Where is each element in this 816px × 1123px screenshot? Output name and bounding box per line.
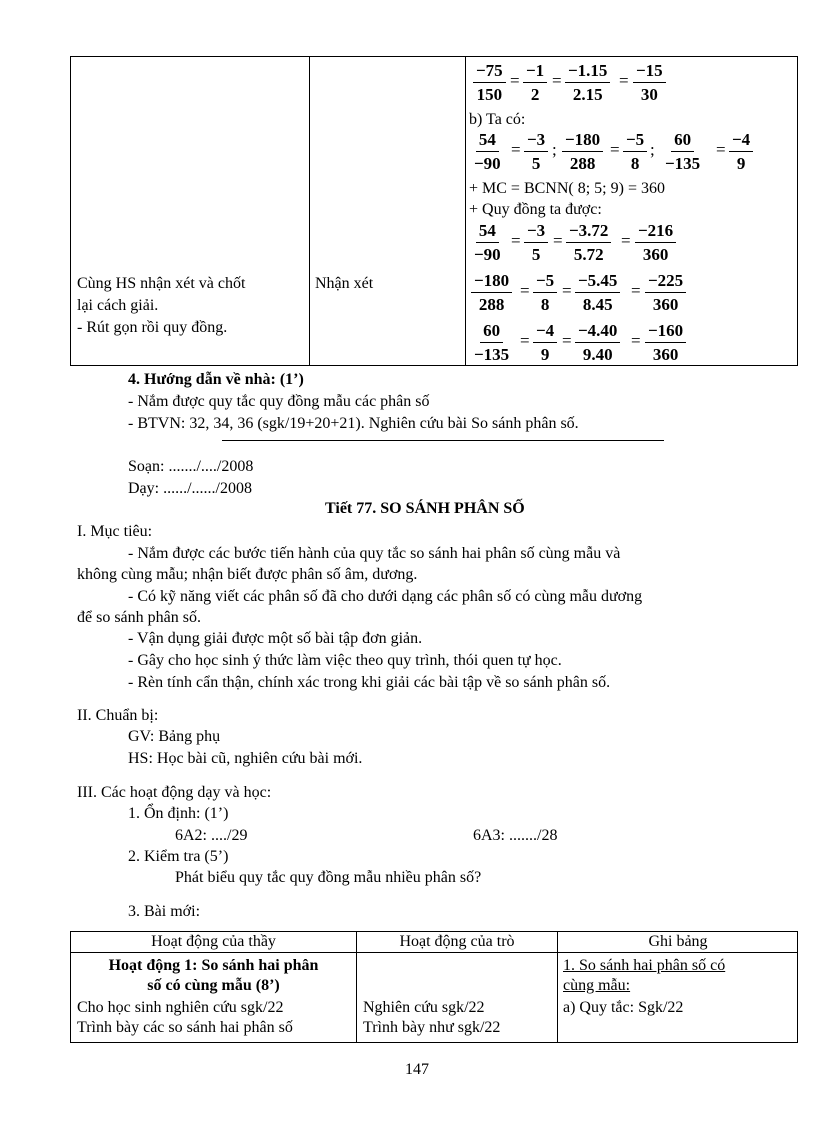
equals-sign: = <box>520 281 530 300</box>
objective-line: - Gây cho học sinh ý thức làm việc theo quy trình, thói quen tự học. <box>128 652 562 669</box>
equals-sign: = <box>510 71 520 90</box>
fraction: $\frac{-75}{150}$ <box>473 62 506 104</box>
fraction: $\frac{-1}{2}$ <box>523 62 547 104</box>
fraction: $\frac{-4.40}{9.40}$ <box>575 322 620 364</box>
equals-sign: = <box>552 71 562 90</box>
fraction: $\frac{-3}{5}$ <box>524 131 548 173</box>
activities-heading: III. Các hoạt động dạy và học: <box>77 784 272 801</box>
column-divider <box>465 57 466 365</box>
equals-sign: = <box>716 140 726 159</box>
check-question: Phát biểu quy tắc quy đồng mẫu nhiều phân số? <box>175 869 482 886</box>
homework-line: - Nắm được quy tắc quy đồng mẫu các phân số <box>128 393 430 410</box>
fraction: $\frac{-216}{360}$ <box>635 222 676 264</box>
prepared-date: Soạn: ......./..../2008 <box>128 458 254 475</box>
fraction: $\frac{-225}{360}$ <box>645 272 686 314</box>
equals-sign: = <box>631 281 641 300</box>
mc-line: + MC = BCNN( 8; 5; 9) = 360 <box>469 180 665 197</box>
quy-dong-line: + Quy đồng ta được: <box>469 201 602 218</box>
homework-line: - BTVN: 32, 34, 36 (sgk/19+20+21). Nghiên cứu bài So sánh phân số. <box>128 415 579 432</box>
student-prep: HS: Học bài cũ, nghiên cứu bài mới. <box>128 750 363 767</box>
column-divider <box>309 57 310 365</box>
board-heading: cùng mẫu: <box>563 977 631 994</box>
fraction: $\frac{54}{-90}$ <box>474 130 501 173</box>
fraction: $\frac{-3}{5}$ <box>524 222 548 264</box>
equals-sign: = <box>553 231 563 250</box>
objective-line: để so sánh phân số. <box>77 609 201 626</box>
lesson-title: Tiết 77. SO SÁNH PHÂN SỐ <box>325 500 525 517</box>
activity-title: số có cùng mẫu (8’) <box>147 977 280 994</box>
fraction: $\frac{-5}{8}$ <box>533 272 557 314</box>
lesson-activity-table <box>70 931 798 1043</box>
equals-sign: = <box>562 331 572 350</box>
equals-sign: = <box>511 231 521 250</box>
separator: ; <box>650 140 655 159</box>
header-board: Ghi bảng <box>648 933 708 950</box>
section-divider <box>222 440 664 441</box>
student-action: Trình bày như sgk/22 <box>363 1019 501 1036</box>
teacher-activity-cell <box>77 273 307 339</box>
page-number: 147 <box>405 1061 429 1078</box>
board-rule: a) Quy tắc: Sgk/22 <box>563 999 684 1016</box>
objective-line: - Vận dụng giải được một số bài tập đơn giản. <box>128 630 423 647</box>
equals-sign: = <box>520 331 530 350</box>
teaching-date: Dạy: ....../....../2008 <box>128 480 252 497</box>
fraction: $\frac{-160}{360}$ <box>645 322 686 364</box>
header-student: Hoạt động của trò <box>399 933 515 950</box>
objectives-heading: I. Mục tiêu: <box>77 523 153 540</box>
student-action: Nghiên cứu sgk/22 <box>363 999 485 1016</box>
teacher-action: Cho học sinh nghiên cứu sgk/22 <box>77 999 284 1016</box>
equals-sign: = <box>621 231 631 250</box>
lesson-table-continued <box>70 56 798 366</box>
fraction: $\frac{54}{-90}$ <box>474 221 501 264</box>
fraction: $\frac{-180}{288}$ <box>562 131 603 173</box>
b-label: b) Ta có: <box>469 111 526 128</box>
teacher-action: Trình bày các so sánh hai phân số <box>77 1019 293 1036</box>
equals-sign: = <box>619 71 629 90</box>
class-attendance: 6A2: ..../29 <box>175 827 248 844</box>
teacher-note-line: lại cách giải. <box>77 297 159 314</box>
fraction: $\frac{-4}{9}$ <box>533 322 557 364</box>
step-stabilize: 1. Ổn định: (1’) <box>128 805 229 822</box>
objective-line: không cùng mẫu; nhận biết được phân số âm, dương. <box>77 566 418 583</box>
fraction: $\frac{-180}{288}$ <box>471 272 512 314</box>
fraction: $\frac{-4}{9}$ <box>729 131 753 173</box>
fraction: $\frac{-15}{30}$ <box>633 62 666 104</box>
board-heading: 1. So sánh hai phân số có <box>563 957 726 974</box>
equals-sign: = <box>631 331 641 350</box>
header-divider <box>71 952 797 953</box>
class-attendance: 6A3: ......./28 <box>473 827 558 844</box>
header-teacher: Hoạt động của thầy <box>151 933 276 950</box>
homework-title: 4. Hướng dẫn về nhà: (1’) <box>128 371 304 388</box>
teacher-prep: GV: Bảng phụ <box>128 728 221 745</box>
objective-line: - Rèn tính cẩn thận, chính xác trong khi giải các bài tập về so sánh phân số. <box>128 674 611 691</box>
fraction: $\frac{60}{-135}$ <box>474 321 510 364</box>
equals-sign: = <box>562 281 572 300</box>
objective-line: - Có kỹ năng viết các phân số đã cho dưới dạng các phân số có cùng mẫu dương <box>128 588 643 605</box>
activity-title: Hoạt động 1: So sánh hai phân <box>108 957 319 974</box>
fraction: $\frac{-5}{8}$ <box>623 131 647 173</box>
teacher-note-line: - Rút gọn rồi quy đồng. <box>77 319 228 336</box>
equals-sign: = <box>610 140 620 159</box>
fraction: $\frac{-3.72}{5.72}$ <box>566 222 611 264</box>
preparation-heading: II. Chuẩn bị: <box>77 707 159 724</box>
objective-line: - Nắm được các bước tiến hành của quy tắc so sánh hai phân số cùng mẫu và <box>128 545 621 562</box>
student-activity-cell: Nhận xét <box>315 275 374 292</box>
fraction: $\frac{-1.15}{2.15}$ <box>565 62 610 104</box>
step-check: 2. Kiểm tra (5’) <box>128 848 229 865</box>
fraction: $\frac{60}{-135}$ <box>665 130 701 173</box>
step-new-lesson: 3. Bài mới: <box>128 903 201 920</box>
separator: ; <box>552 140 557 159</box>
fraction: $\frac{-5.45}{8.45}$ <box>575 272 620 314</box>
equals-sign: = <box>511 140 521 159</box>
teacher-note-line: Cùng HS nhận xét và chốt <box>77 275 246 292</box>
